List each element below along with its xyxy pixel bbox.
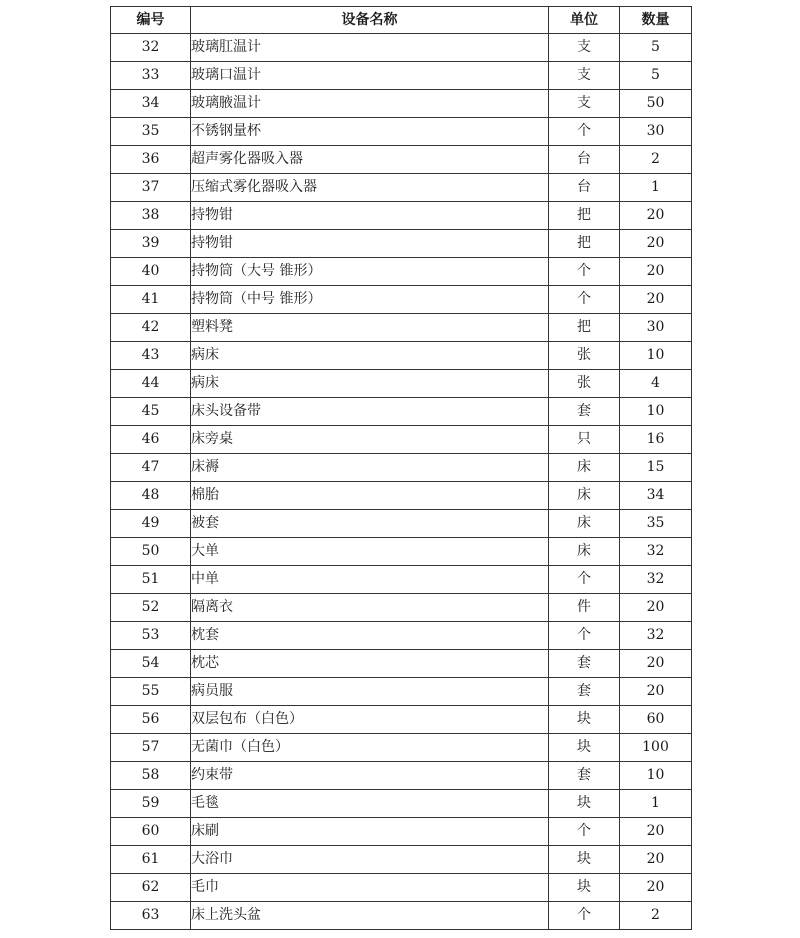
table-row [111,90,692,118]
table-row [111,62,692,90]
cell-number: 52 [111,594,191,622]
cell-quantity: 16 [620,426,692,454]
cell-quantity: 100 [620,734,692,762]
cell-unit: 套 [549,678,620,706]
cell-quantity: 1 [620,790,692,818]
header-row [111,7,692,34]
cell-unit: 台 [549,146,620,174]
table-row [111,426,692,454]
cell-name: 持物钳 [191,230,549,258]
cell-unit: 套 [549,398,620,426]
table-row [111,398,692,426]
table-row [111,314,692,342]
cell-unit: 个 [549,286,620,314]
cell-quantity: 2 [620,146,692,174]
header-unit: 单位 [549,7,620,34]
cell-name: 毛巾 [191,874,549,902]
table-row [111,790,692,818]
table-row [111,118,692,146]
table-row [111,258,692,286]
cell-quantity: 20 [620,594,692,622]
cell-unit: 个 [549,566,620,594]
cell-number: 44 [111,370,191,398]
cell-unit: 只 [549,426,620,454]
cell-unit: 床 [549,482,620,510]
cell-number: 36 [111,146,191,174]
table-row [111,202,692,230]
header-quantity: 数量 [620,7,692,34]
cell-unit: 块 [549,874,620,902]
cell-unit: 件 [549,594,620,622]
cell-unit: 把 [549,314,620,342]
cell-name: 压缩式雾化器吸入器 [191,174,549,202]
table-header [111,7,692,34]
cell-name: 约束带 [191,762,549,790]
equipment-table [110,6,692,930]
cell-unit: 支 [549,62,620,90]
cell-number: 55 [111,678,191,706]
cell-name: 持物筒（中号 锥形） [191,286,549,314]
cell-quantity: 20 [620,678,692,706]
table-row [111,342,692,370]
cell-name: 隔离衣 [191,594,549,622]
cell-quantity: 35 [620,510,692,538]
cell-name: 病床 [191,342,549,370]
cell-quantity: 20 [620,230,692,258]
cell-number: 62 [111,874,191,902]
cell-name: 玻璃口温计 [191,62,549,90]
cell-name: 大单 [191,538,549,566]
cell-name: 枕套 [191,622,549,650]
cell-unit: 床 [549,538,620,566]
cell-quantity: 20 [620,202,692,230]
cell-unit: 支 [549,90,620,118]
header-number: 编号 [111,7,191,34]
cell-name: 床刷 [191,818,549,846]
table-row [111,622,692,650]
cell-unit: 套 [549,762,620,790]
cell-name: 病床 [191,370,549,398]
cell-name: 床褥 [191,454,549,482]
cell-quantity: 20 [620,874,692,902]
cell-number: 48 [111,482,191,510]
cell-quantity: 34 [620,482,692,510]
cell-number: 43 [111,342,191,370]
table-row [111,650,692,678]
table-row [111,454,692,482]
table-row [111,174,692,202]
cell-quantity: 5 [620,34,692,62]
cell-number: 32 [111,34,191,62]
cell-number: 45 [111,398,191,426]
table-row [111,286,692,314]
table-row [111,902,692,930]
cell-unit: 块 [549,790,620,818]
cell-name: 毛毯 [191,790,549,818]
cell-quantity: 10 [620,398,692,426]
cell-quantity: 10 [620,342,692,370]
table-row [111,34,692,62]
cell-quantity: 20 [620,650,692,678]
cell-name: 不锈钢量杯 [191,118,549,146]
cell-number: 33 [111,62,191,90]
cell-quantity: 5 [620,62,692,90]
cell-number: 54 [111,650,191,678]
cell-number: 46 [111,426,191,454]
table-row [111,678,692,706]
cell-number: 57 [111,734,191,762]
cell-name: 床头设备带 [191,398,549,426]
cell-quantity: 32 [620,538,692,566]
cell-name: 塑料凳 [191,314,549,342]
cell-unit: 个 [549,258,620,286]
table-row [111,370,692,398]
cell-unit: 张 [549,342,620,370]
cell-number: 63 [111,902,191,930]
cell-unit: 把 [549,202,620,230]
cell-name: 枕芯 [191,650,549,678]
cell-number: 40 [111,258,191,286]
cell-name: 持物钳 [191,202,549,230]
cell-name: 玻璃腋温计 [191,90,549,118]
table-row [111,846,692,874]
cell-number: 35 [111,118,191,146]
cell-quantity: 30 [620,118,692,146]
cell-name: 持物筒（大号 锥形） [191,258,549,286]
table-row [111,874,692,902]
cell-name: 无菌巾（白色） [191,734,549,762]
cell-unit: 套 [549,650,620,678]
cell-number: 38 [111,202,191,230]
table-row [111,762,692,790]
table-row [111,734,692,762]
cell-name: 棉胎 [191,482,549,510]
table-row [111,594,692,622]
cell-unit: 床 [549,510,620,538]
cell-number: 37 [111,174,191,202]
cell-name: 玻璃肛温计 [191,34,549,62]
cell-quantity: 20 [620,286,692,314]
cell-name: 床上洗头盆 [191,902,549,930]
cell-name: 被套 [191,510,549,538]
cell-unit: 个 [549,622,620,650]
cell-quantity: 1 [620,174,692,202]
table-body [111,34,692,930]
table-row [111,482,692,510]
cell-number: 53 [111,622,191,650]
cell-quantity: 15 [620,454,692,482]
cell-name: 大浴巾 [191,846,549,874]
cell-number: 59 [111,790,191,818]
cell-number: 58 [111,762,191,790]
cell-name: 中单 [191,566,549,594]
table-row [111,538,692,566]
cell-quantity: 50 [620,90,692,118]
cell-unit: 块 [549,846,620,874]
cell-quantity: 20 [620,258,692,286]
cell-unit: 张 [549,370,620,398]
cell-number: 51 [111,566,191,594]
cell-name: 病员服 [191,678,549,706]
cell-unit: 支 [549,34,620,62]
cell-unit: 块 [549,734,620,762]
cell-quantity: 4 [620,370,692,398]
table-row [111,706,692,734]
cell-number: 41 [111,286,191,314]
table-row [111,510,692,538]
table-row [111,818,692,846]
cell-unit: 个 [549,118,620,146]
cell-number: 42 [111,314,191,342]
cell-number: 60 [111,818,191,846]
cell-number: 49 [111,510,191,538]
cell-number: 61 [111,846,191,874]
cell-unit: 台 [549,174,620,202]
table-row [111,230,692,258]
cell-unit: 块 [549,706,620,734]
table-row [111,566,692,594]
cell-name: 双层包布（白色） [191,706,549,734]
cell-quantity: 32 [620,622,692,650]
cell-unit: 个 [549,818,620,846]
cell-name: 超声雾化器吸入器 [191,146,549,174]
cell-quantity: 32 [620,566,692,594]
cell-number: 34 [111,90,191,118]
cell-name: 床旁桌 [191,426,549,454]
cell-quantity: 30 [620,314,692,342]
cell-unit: 个 [549,902,620,930]
cell-unit: 把 [549,230,620,258]
cell-unit: 床 [549,454,620,482]
cell-quantity: 20 [620,846,692,874]
cell-quantity: 60 [620,706,692,734]
cell-number: 56 [111,706,191,734]
table-row [111,146,692,174]
header-name: 设备名称 [191,7,549,34]
cell-quantity: 2 [620,902,692,930]
cell-quantity: 10 [620,762,692,790]
cell-number: 50 [111,538,191,566]
cell-number: 39 [111,230,191,258]
cell-number: 47 [111,454,191,482]
cell-quantity: 20 [620,818,692,846]
